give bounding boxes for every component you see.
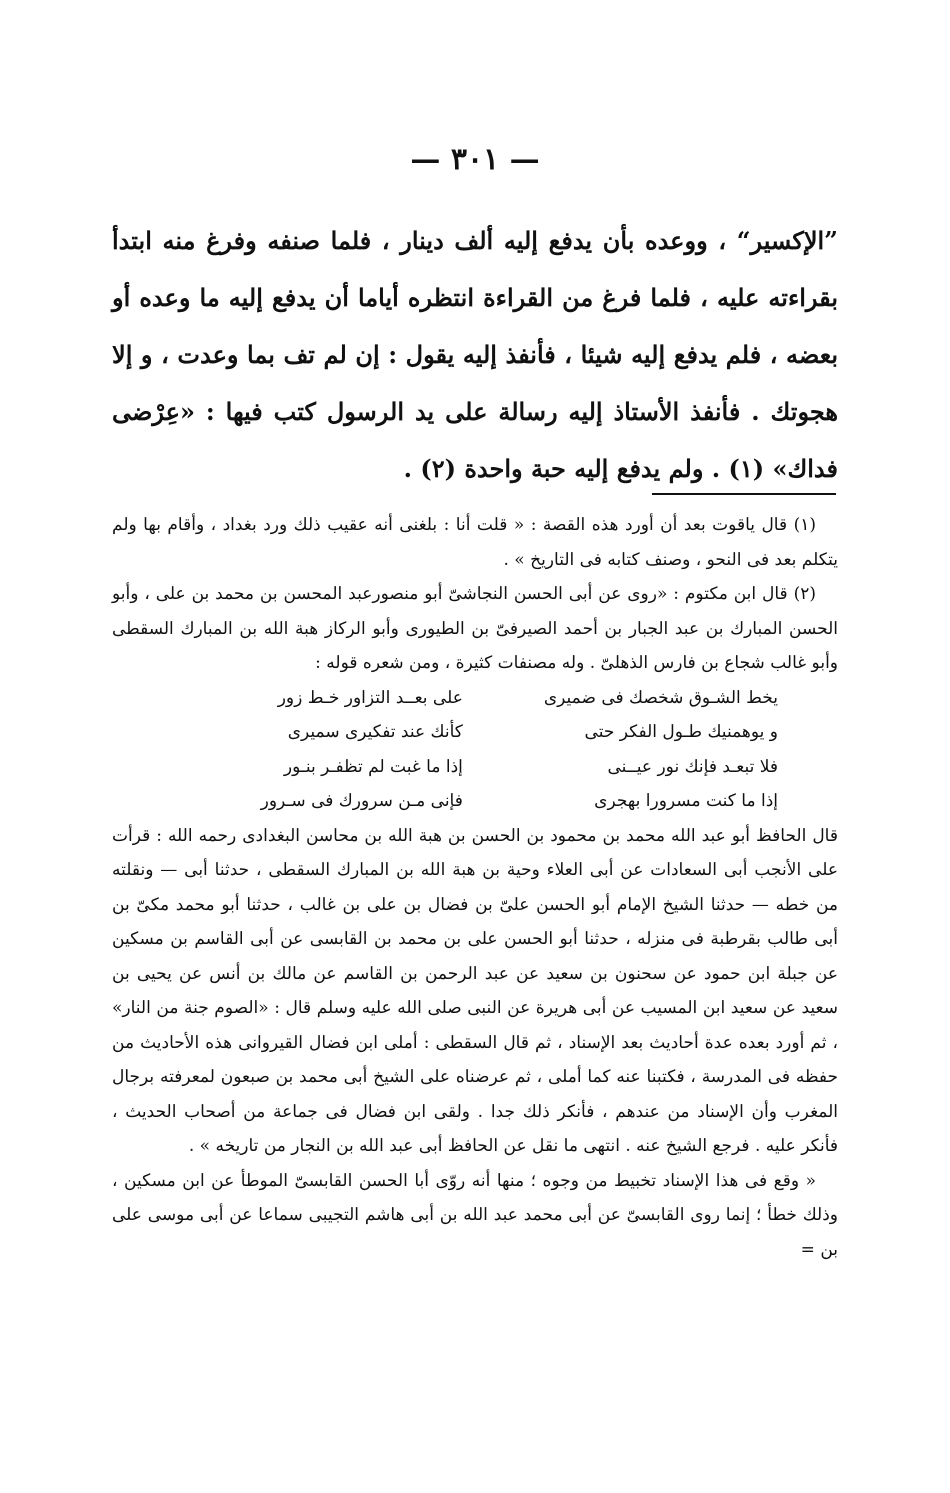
verse-second-half: إذا ما غبت لم تظفـر بنـور — [283, 756, 463, 777]
verse-first-half: يخط الشـوق شخصك فى ضميرى — [543, 687, 778, 708]
verse-line — [172, 681, 778, 716]
footnote-1: (١) قال ياقوت بعد أن أورد هذه القصة : « قلت أنا : بلغنى أنه عقيب ذلك ورد بغداد ، وأقام بها ولم يتكلم بعد فى النحو ، وصنف كتابه فى التاريخ » . — [112, 515, 838, 570]
page-number: — ٣٠١ — — [410, 142, 540, 177]
main-text — [112, 212, 838, 497]
footnote-divider — [652, 493, 836, 495]
poem — [172, 681, 778, 819]
verse-line — [172, 784, 778, 819]
verse-second-half: كأنك عند تفكيرى سميرى — [287, 722, 463, 742]
footnote-2-final: « وقع فى هذا الإسناد تخبيط من وجوه ؛ منها أنه روّى أبا الحسن القابسىّ الموطأ عن ابن مسكين ، وذلك خطأ ؛ إنما روى القابسىّ عن أبى محمد عبد الله بن أبى هاشم التجيبى سماعا عن أبى موسى على بن = — [112, 1170, 838, 1260]
verse-second-half: فإنى مـن سرورك فى سـرور — [260, 791, 463, 811]
verse-first-half: إذا ما كنت مسرورا بهجرى — [594, 791, 778, 811]
verse-first-half: و يوهمنيك طـول الفكر حتى — [584, 722, 778, 742]
verse-line — [172, 715, 778, 750]
verse-first-half: فلا تبعـد فإنك نور عيــنى — [607, 756, 778, 777]
footnote-2-continuation: قال الحافظ أبو عبد الله محمد بن محمود بن الحسن بن هبة الله بن محاسن البغدادى رحمه الله : قرأت على الأنجب أبى السعادات عن أبى العلاء وحية بن هبة الله بن المبارك السقطى ، حدثنا أبى — ونقلته من خطه — حدثنا الشيخ الإمام أبو الحسن علىّ بن فضال بن على بن غالب ، حدثنا أبو محمد مكىّ بن أبى طالب بقرطبة فى منزله ، حدثنا أبو الحسن على بن محمد بن القابسى عن أبى القاسم بن مسكين عن جبلة ابن حمود عن سحنون بن سعيد عن عبد الرحمن بن القاسم عن مالك بن أنس عن يحيى بن سعيد عن سعيد ابن المسيب عن أبى هريرة عن النبى صلى الله عليه وسلم قال : «الصوم جنة من النار» ، ثم أورد بعده عدة أحاديث بعد الإسناد ، ثم قال السقطى : أملى ابن فضال القيروانى هذه الأحاديث من حفظه فى المدرسة ، فكتبنا عنه كما أملى ، ثم عرضناه على الشيخ أبى محمد بن صبعون لمعرفته برجال المغرب وأن الإسناد من عندهم ، فأنكر ذلك جدا . ولقى ابن فضال فى جماعة من أصحاب الحديث ، فأنكر عليه . فرجع الشيخ عنه . انتهى ما نقل عن الحافظ أبى عبد الله بن النجار من تاريخه » . — [112, 825, 838, 1156]
footnote-2: (٢) قال ابن مكتوم : «روى عن أبى الحسن النجاشىّ أبو منصورعبد المحسن بن محمد بن على ، وأبو الحسن المبارك بن عبد الجبار بن أحمد الصيرفىّ بن الطيورى وأبو الركاز هبة الله بن المبارك السقطى وأبو غالب شجاع بن فارس الذهلىّ . وله مصنفات كثيرة ، ومن شعره قوله : — [112, 584, 838, 673]
main-paragraph: ”الإكسير“ ، ووعده بأن يدفع إليه ألف دينار ، فلما صنفه وفرغ منه ابتدأ بقراءته عليه ، فلما فرغ من القراءة انتظره أياما أن يدفع إليه ما وعده أو بعضه ، فلم يدفع إليه شيئا ، فأنفذ إليه يقول : إن لم تف بما وعدت ، و إلا هجوتك . فأنفذ الأستاذ إليه رسالة على يد الرسول كتب فيها : «عِرْضى فداك» (١) . ولم يدفع إليه حبة واحدة (٢) . — [112, 226, 838, 483]
verse-second-half: على بعــد التزاور خـط زور — [277, 687, 463, 708]
verse-line — [172, 750, 778, 785]
footnotes — [112, 508, 838, 1267]
